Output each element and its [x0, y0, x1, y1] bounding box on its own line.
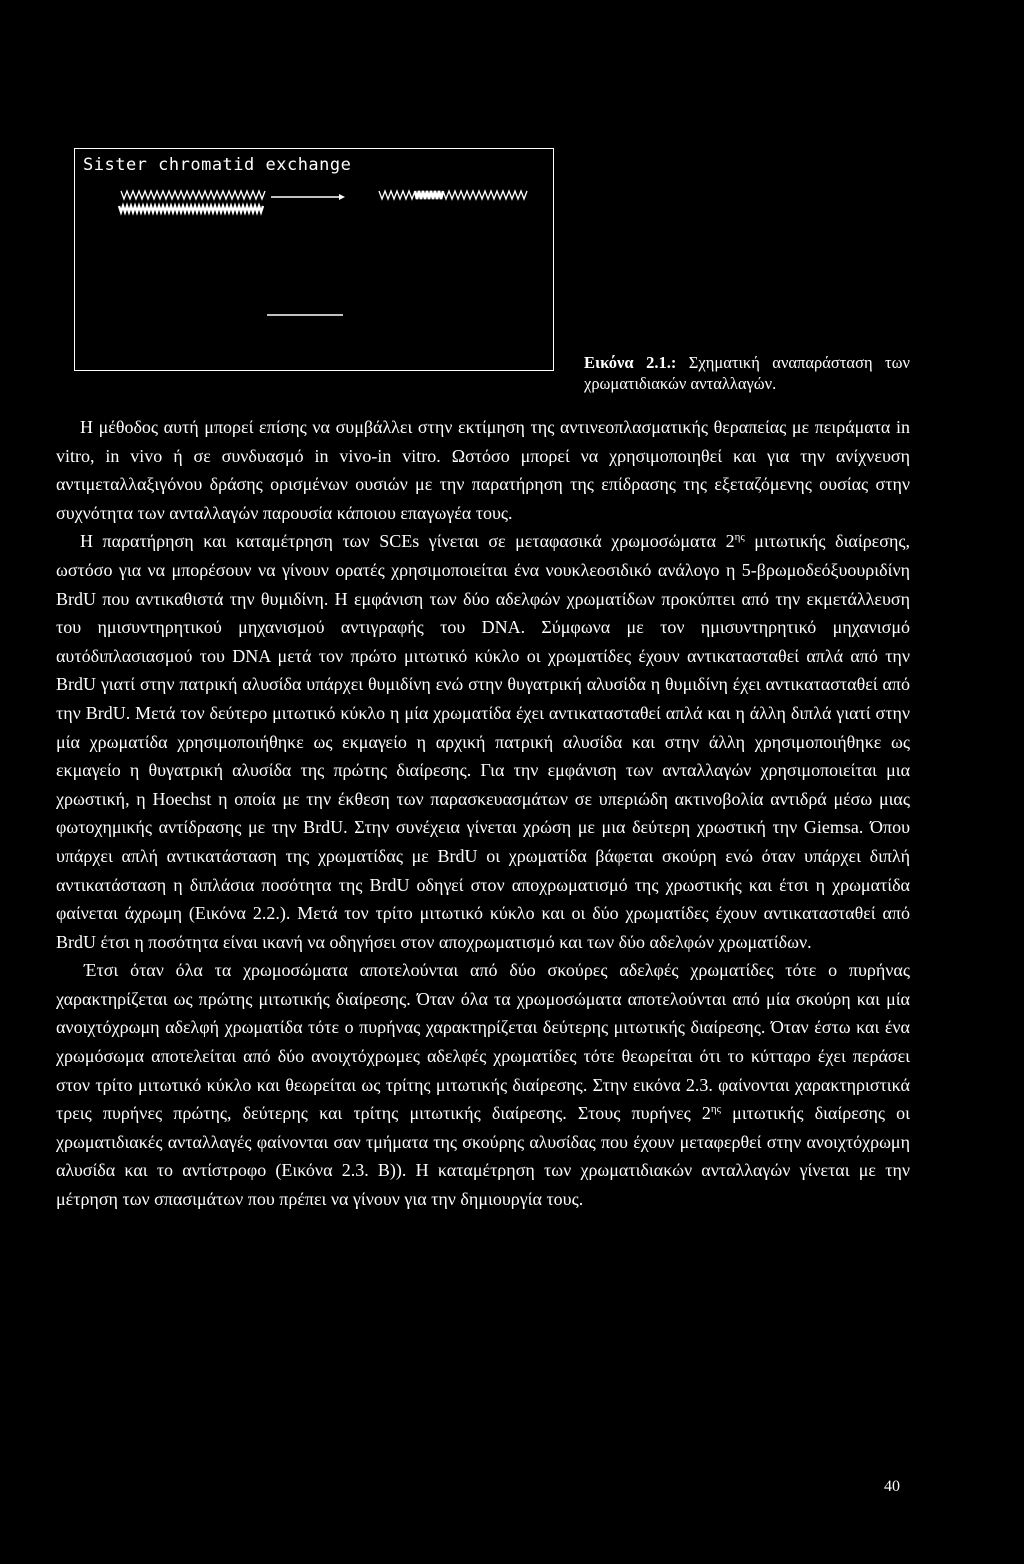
paragraph-3: [56, 956, 910, 1213]
paragraph-2-part-b: μιτωτικής διαίρεσης, ωστόσο για να μπορέσουν να γίνουν ορατές χρησιμοποιείται ένα νουκλεοσιδικό ανάλογο η 5-βρωμοδεόξυουριδίνη BrdU που αντικαθιστά την θυμιδίνη. Η εμφάνιση των δύο αδελφών χρωματίδων προκύπτει από την εκμετάλλευση του ημισυντηρητικού μηχανισμού αντιγραφής του DNA. Σύμφωνα με τον ημισυντηρητικό μηχανισμό αυτόδιπλασιασμού του DNA μετά τον πρώτο μιτωτικό κύκλο οι χρωματίδες έχουν αντικατασταθεί απλά από την BrdU γιατί στην πατρική αλυσίδα υπάρχει θυμιδίνη ενώ στην θυγατρική αλυσίδα η θυμιδίνη έχει αντικατασταθεί από την BrdU. Μετά τον δεύτερο μιτωτικό κύκλο η μία χρωματίδα έχει αντικατασταθεί απλά και η άλλη διπλά γιατί στην μία χρωματίδα χρησιμοποιήθηκε ως εκμαγείο η αρχική πατρική αλυσίδα και στην άλλη χρησιμοποιήθηκε ως εκμαγείο η θυγατρική αλυσίδα της πρώτης διαίρεσης. Για την εμφάνιση των ανταλλαγών χρησιμοποιείται μια χρωστική, η Hoechst η οποία με την έκθεση των παρασκευασμάτων σε υπεριώδη ακτινοβολία αντιδρά μέσω μιας φωτοχημικής αντίδρασης με την BrdU. Στην συνέχεια γίνεται χρώση με μια δεύτερη χρωστική την Giemsa. Όπου υπάρχει απλή αντικατάσταση της χρωματίδας με BrdU οι χρωματίδα βάφεται σκούρη ενώ όταν υπάρχει διπλή αντικατάσταση η διπλάσια ποσότητα της BrdU οδηγεί στον αποχρωματισμό της χρωστικής και έτσι η χρωματίδα φαίνεται άχρωμη (Εικόνα 2.2.). Μετά τον τρίτο μιτωτικό κύκλο και οι δύο χρωματίδες έχουν αντικατασταθεί από BrdU έτσι η ποσότητα είναι ικανή να οδηγήσει στον αποχρωματισμό και των δύο αδελφών χρωματίδων.: [56, 531, 910, 952]
sister-chromatid-exchange-figure: [74, 148, 554, 371]
arrow-head: [339, 194, 345, 200]
main-body-text: [56, 413, 910, 1214]
paragraph-2-superscript: ης: [734, 531, 745, 544]
paragraph-3-part-b: μιτωτικής διαίρεσης οι χρωματιδιακές ανταλλαγές φαίνονται σαν τμήματα της σκούρης αλυσίδας που έχουν μεταφερθεί στην ανοιχτόχρωμη αλυσίδα και το αντίστροφο (Εικόνα 2.3. Β)). Η καταμέτρηση των χρωματιδιακών ανταλλαγών γίνεται με την μέτρηση των σπασιμάτων που πρέπει να γίνουν για την δημιουργία τους.: [56, 1103, 911, 1210]
caption-number: Εικόνα 2.1.:: [584, 353, 677, 372]
paragraph-1: Η μέθοδος αυτή μπορεί επίσης να συμβάλλει στην εκτίμηση της αντινεοπλασματικής θεραπείας με πειράματα in vitro, in vivo ή σε συνδυασμό in vivo-in vitro. Ωστόσο μπορεί να χρησιμοποιηθεί και για την ανίχνευση αντιμεταλλαξιγόνου δράσης ορισμένων ουσιών με την παρατήρηση της επίδρασης της εξεταζόμενης ουσίας στην συχνότητα των ανταλλαγών παρουσία κάποιου επαγωγέα τους.: [56, 417, 910, 523]
right-exchanged-chromatid-light-end: [443, 191, 527, 199]
chromatid-schematic-drawing: [75, 149, 555, 372]
caption-text: Σχηματική αναπαράσταση των χρωματιδιακών ανταλλαγών.: [584, 353, 911, 393]
paragraph-2: [56, 527, 910, 956]
figure-caption: [584, 352, 910, 394]
figure-label: Sister chromatid exchange: [83, 155, 352, 175]
left-dark-chromatid: [119, 206, 263, 212]
left-light-chromatid: [121, 191, 265, 199]
paragraph-2-part-a: Η παρατήρηση και καταμέτρηση των SCEs γίνεται σε μεταφασικά χρωμοσώματα 2: [80, 531, 735, 552]
page-number: 40: [884, 1478, 900, 1495]
right-exchanged-chromatid-dark: [415, 191, 443, 199]
paragraph-3-superscript: ης: [710, 1103, 722, 1116]
right-exchanged-chromatid-light: [379, 191, 415, 199]
paragraph-3-part-a: Έτσι όταν όλα τα χρωμοσώματα αποτελούνται από δύο σκούρες αδελφές χρωματίδες τότε ο πυρήνας χαρακτηρίζεται ως πρώτης μιτωτικής διαίρεσης. Όταν όλα τα χρωμοσώματα αποτελούνται από μία σκούρη και μία ανοιχτόχρωμη αδελφή χρωματίδα τότε ο πυρήνας χαρακτηρίζεται δεύτερης μιτωτικής διαίρεσης. Όταν έστω και ένα χρωμόσωμα αποτελείται από δύο ανοιχτόχρωμες αδελφές χρωματίδες τότε θεωρείται ότι το κύτταρο έχει περάσει στον τρίτο μιτωτικό κύκλο και θεωρείται ως τρίτης μιτωτικής διαίρεσης. Στην εικόνα 2.3. φαίνονται χαρακτηριστικά τρεις πυρήνες πρώτης, δεύτερης και τρίτης μιτωτικής διαίρεσης. Στους πυρήνες 2: [56, 960, 910, 1124]
